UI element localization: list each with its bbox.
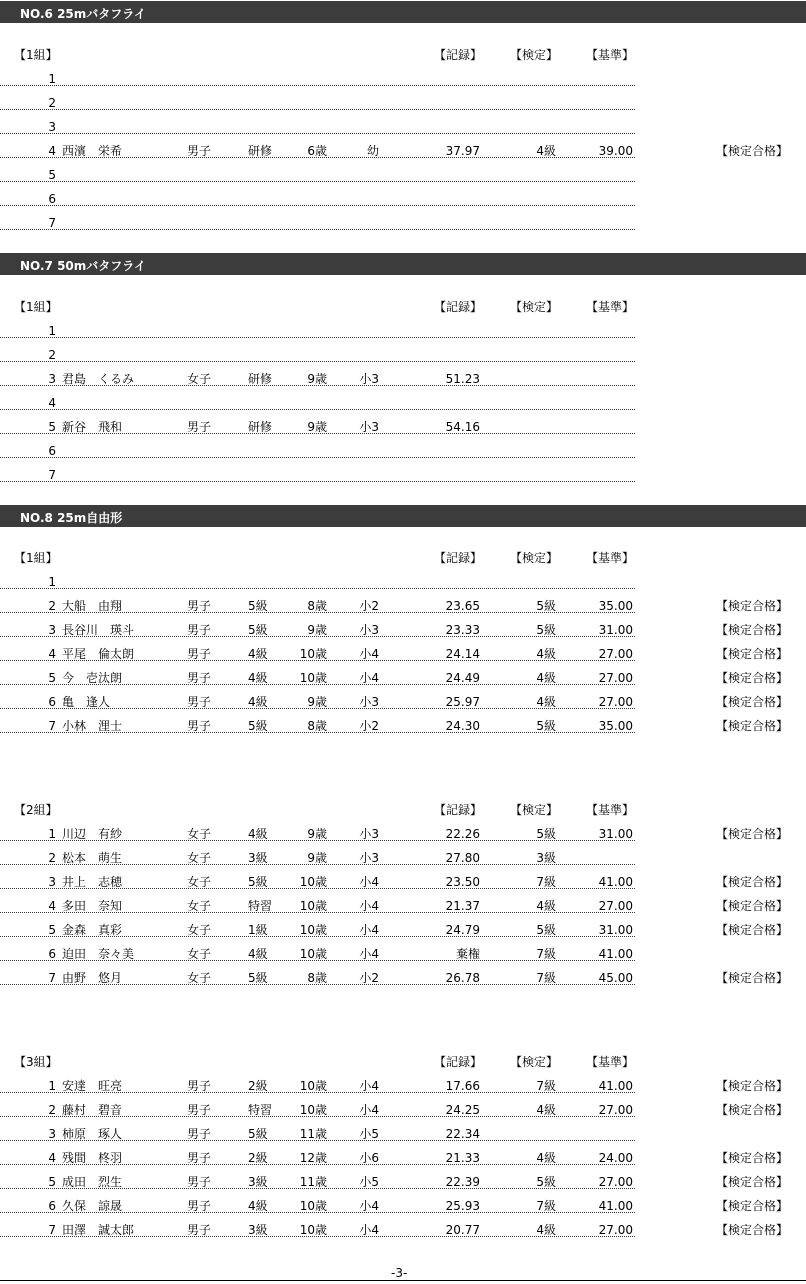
row-lane: 3 bbox=[48, 623, 56, 637]
row-lane: 2 bbox=[48, 599, 56, 613]
row-level: 5級 bbox=[248, 599, 268, 613]
row-record: 20.77 bbox=[445, 1223, 480, 1237]
row-result: 【検定合格】 bbox=[715, 599, 788, 613]
record-column-header: 【記録】 bbox=[433, 803, 482, 817]
row-grade: 小4 bbox=[359, 923, 379, 937]
row-level: 3級 bbox=[248, 1223, 268, 1237]
row-kentei: 5級 bbox=[536, 923, 556, 937]
row-result: 【検定合格】 bbox=[715, 1103, 788, 1117]
footer-rule bbox=[0, 1280, 806, 1281]
row-lane: 1 bbox=[48, 324, 56, 338]
row-divider bbox=[0, 588, 635, 589]
row-divider bbox=[0, 457, 635, 458]
event-header bbox=[0, 253, 806, 275]
row-name: 井上 志穂 bbox=[62, 875, 123, 889]
row-age: 10歳 bbox=[299, 923, 327, 937]
row-lane: 5 bbox=[48, 923, 56, 937]
row-divider bbox=[0, 1188, 635, 1189]
row-kentei: 7級 bbox=[536, 947, 556, 961]
row-level: 5級 bbox=[248, 623, 268, 637]
group-label: 【1組】 bbox=[14, 48, 58, 62]
row-record: 23.65 bbox=[445, 599, 480, 613]
row-grade: 小3 bbox=[359, 851, 379, 865]
row-divider bbox=[0, 1092, 635, 1093]
event-title: NO.6 25mバタフライ bbox=[20, 7, 146, 21]
row-record: 21.37 bbox=[445, 899, 480, 913]
kentei-column-header: 【検定】 bbox=[509, 1055, 558, 1069]
row-level: 4級 bbox=[248, 671, 268, 685]
row-age: 10歳 bbox=[299, 947, 327, 961]
row-kijun: 31.00 bbox=[598, 623, 633, 637]
row-grade: 小4 bbox=[359, 647, 379, 661]
row-lane: 3 bbox=[48, 120, 56, 134]
row-name: 由野 悠月 bbox=[62, 971, 123, 985]
row-divider bbox=[0, 109, 635, 110]
row-name: 西濱 栄希 bbox=[62, 144, 123, 158]
row-kentei: 7級 bbox=[536, 971, 556, 985]
row-age: 8歳 bbox=[307, 599, 327, 613]
row-kijun: 45.00 bbox=[598, 971, 633, 985]
row-gender: 男子 bbox=[187, 1175, 212, 1189]
row-grade: 小3 bbox=[359, 827, 379, 841]
row-divider bbox=[0, 361, 635, 362]
row-age: 12歳 bbox=[299, 1151, 327, 1165]
row-record: 23.50 bbox=[445, 875, 480, 889]
row-kentei: 4級 bbox=[536, 1151, 556, 1165]
row-level: 4級 bbox=[248, 947, 268, 961]
row-name: 藤村 碧音 bbox=[62, 1103, 123, 1117]
row-result: 【検定合格】 bbox=[715, 971, 788, 985]
row-gender: 男子 bbox=[187, 1127, 212, 1141]
row-level: 5級 bbox=[248, 971, 268, 985]
row-grade: 小4 bbox=[359, 1223, 379, 1237]
row-lane: 7 bbox=[48, 1223, 56, 1237]
row-grade: 小6 bbox=[359, 1151, 379, 1165]
row-age: 8歳 bbox=[307, 719, 327, 733]
row-name: 金森 真彩 bbox=[62, 923, 123, 937]
row-result: 【検定合格】 bbox=[715, 144, 788, 158]
row-age: 11歳 bbox=[299, 1175, 327, 1189]
row-kentei: 7級 bbox=[536, 1199, 556, 1213]
page-number: -3- bbox=[391, 1266, 408, 1280]
row-record: 22.26 bbox=[445, 827, 480, 841]
row-grade: 小2 bbox=[359, 971, 379, 985]
row-record: 棄権 bbox=[455, 947, 480, 961]
row-kentei: 4級 bbox=[536, 144, 556, 158]
row-kentei: 4級 bbox=[536, 899, 556, 913]
row-kentei: 4級 bbox=[536, 1223, 556, 1237]
row-lane: 2 bbox=[48, 851, 56, 865]
row-result: 【検定合格】 bbox=[715, 1199, 788, 1213]
event-header bbox=[0, 1, 806, 23]
row-divider bbox=[0, 636, 635, 637]
row-record: 27.80 bbox=[445, 851, 480, 865]
row-age: 10歳 bbox=[299, 1199, 327, 1213]
row-divider bbox=[0, 133, 635, 134]
row-lane: 7 bbox=[48, 216, 56, 230]
event-header bbox=[0, 505, 806, 527]
row-kentei: 5級 bbox=[536, 1175, 556, 1189]
row-grade: 小4 bbox=[359, 671, 379, 685]
kijun-column-header: 【基準】 bbox=[585, 803, 634, 817]
row-result: 【検定合格】 bbox=[715, 1079, 788, 1093]
row-lane: 1 bbox=[48, 72, 56, 86]
row-record: 21.33 bbox=[445, 1151, 480, 1165]
group-label: 【1組】 bbox=[14, 551, 58, 565]
row-gender: 女子 bbox=[187, 947, 212, 961]
row-lane: 6 bbox=[48, 695, 56, 709]
row-level: 5級 bbox=[248, 719, 268, 733]
row-divider bbox=[0, 1140, 635, 1141]
row-name: 迫田 奈々美 bbox=[62, 947, 135, 961]
row-divider bbox=[0, 984, 635, 985]
row-level: 研修 bbox=[248, 144, 273, 158]
row-divider bbox=[0, 433, 635, 434]
row-lane: 1 bbox=[48, 575, 56, 589]
row-kijun: 41.00 bbox=[598, 947, 633, 961]
row-record: 24.49 bbox=[445, 671, 480, 685]
row-level: 5級 bbox=[248, 875, 268, 889]
row-divider bbox=[0, 840, 635, 841]
kijun-column-header: 【基準】 bbox=[585, 551, 634, 565]
row-kijun: 27.00 bbox=[598, 1103, 633, 1117]
row-record: 25.97 bbox=[445, 695, 480, 709]
row-name: 亀 逢人 bbox=[62, 695, 111, 709]
row-kijun: 24.00 bbox=[598, 1151, 633, 1165]
row-record: 23.33 bbox=[445, 623, 480, 637]
row-grade: 小2 bbox=[359, 599, 379, 613]
row-record: 37.97 bbox=[445, 144, 480, 158]
row-lane: 5 bbox=[48, 420, 56, 434]
row-divider bbox=[0, 157, 635, 158]
row-kentei: 7級 bbox=[536, 1079, 556, 1093]
row-age: 10歳 bbox=[299, 899, 327, 913]
group-label: 【2組】 bbox=[14, 803, 58, 817]
kijun-column-header: 【基準】 bbox=[585, 300, 634, 314]
row-gender: 男子 bbox=[187, 599, 212, 613]
row-result: 【検定合格】 bbox=[715, 671, 788, 685]
row-kentei: 5級 bbox=[536, 623, 556, 637]
row-name: 多田 奈知 bbox=[62, 899, 123, 913]
row-result: 【検定合格】 bbox=[715, 719, 788, 733]
row-result: 【検定合格】 bbox=[715, 923, 788, 937]
row-kentei: 4級 bbox=[536, 647, 556, 661]
row-divider bbox=[0, 85, 635, 86]
row-record: 24.30 bbox=[445, 719, 480, 733]
row-record: 24.14 bbox=[445, 647, 480, 661]
kentei-column-header: 【検定】 bbox=[509, 300, 558, 314]
row-kentei: 4級 bbox=[536, 695, 556, 709]
row-kentei: 5級 bbox=[536, 827, 556, 841]
row-lane: 2 bbox=[48, 1103, 56, 1117]
row-lane: 5 bbox=[48, 671, 56, 685]
row-result: 【検定合格】 bbox=[715, 647, 788, 661]
row-record: 26.78 bbox=[445, 971, 480, 985]
row-kentei: 7級 bbox=[536, 875, 556, 889]
row-gender: 男子 bbox=[187, 144, 212, 158]
row-age: 9歳 bbox=[307, 851, 327, 865]
row-kentei: 4級 bbox=[536, 671, 556, 685]
row-name: 成田 烈生 bbox=[62, 1175, 123, 1189]
row-grade: 小3 bbox=[359, 372, 379, 386]
event-title: NO.8 25m自由形 bbox=[20, 511, 123, 525]
row-kijun: 39.00 bbox=[598, 144, 633, 158]
row-gender: 女子 bbox=[187, 923, 212, 937]
row-lane: 3 bbox=[48, 1127, 56, 1141]
row-result: 【検定合格】 bbox=[715, 695, 788, 709]
row-lane: 6 bbox=[48, 444, 56, 458]
row-result: 【検定合格】 bbox=[715, 1175, 788, 1189]
row-gender: 男子 bbox=[187, 420, 212, 434]
row-divider bbox=[0, 481, 635, 482]
row-kijun: 41.00 bbox=[598, 875, 633, 889]
row-name: 柿原 琢人 bbox=[62, 1127, 123, 1141]
row-kijun: 27.00 bbox=[598, 1175, 633, 1189]
row-gender: 女子 bbox=[187, 851, 212, 865]
row-divider bbox=[0, 229, 635, 230]
row-divider bbox=[0, 888, 635, 889]
row-lane: 4 bbox=[48, 899, 56, 913]
row-level: 特習 bbox=[248, 1103, 273, 1117]
row-name: 大船 由翔 bbox=[62, 599, 123, 613]
row-name: 残間 柊羽 bbox=[62, 1151, 123, 1165]
row-divider bbox=[0, 660, 635, 661]
group-label: 【1組】 bbox=[14, 300, 58, 314]
row-name: 平尾 倫太朗 bbox=[62, 647, 135, 661]
row-divider bbox=[0, 385, 635, 386]
row-result: 【検定合格】 bbox=[715, 827, 788, 841]
row-lane: 7 bbox=[48, 468, 56, 482]
row-divider bbox=[0, 960, 635, 961]
row-divider bbox=[0, 864, 635, 865]
row-lane: 2 bbox=[48, 348, 56, 362]
row-level: 研修 bbox=[248, 372, 273, 386]
record-column-header: 【記録】 bbox=[433, 1055, 482, 1069]
row-level: 特習 bbox=[248, 899, 273, 913]
row-record: 22.39 bbox=[445, 1175, 480, 1189]
row-level: 4級 bbox=[248, 695, 268, 709]
row-age: 10歳 bbox=[299, 875, 327, 889]
row-level: 4級 bbox=[248, 647, 268, 661]
row-gender: 女子 bbox=[187, 971, 212, 985]
row-age: 9歳 bbox=[307, 372, 327, 386]
row-age: 10歳 bbox=[299, 1103, 327, 1117]
row-result: 【検定合格】 bbox=[715, 1223, 788, 1237]
row-gender: 男子 bbox=[187, 1223, 212, 1237]
row-kijun: 41.00 bbox=[598, 1079, 633, 1093]
row-name: 小林 浬士 bbox=[62, 719, 123, 733]
group-label: 【3組】 bbox=[14, 1055, 58, 1069]
row-record: 51.23 bbox=[445, 372, 480, 386]
row-divider bbox=[0, 684, 635, 685]
row-gender: 女子 bbox=[187, 899, 212, 913]
row-level: 2級 bbox=[248, 1151, 268, 1165]
row-grade: 小5 bbox=[359, 1127, 379, 1141]
row-age: 10歳 bbox=[299, 1223, 327, 1237]
row-lane: 7 bbox=[48, 971, 56, 985]
kijun-column-header: 【基準】 bbox=[585, 48, 634, 62]
row-lane: 5 bbox=[48, 168, 56, 182]
row-level: 1級 bbox=[248, 923, 268, 937]
kentei-column-header: 【検定】 bbox=[509, 48, 558, 62]
row-divider bbox=[0, 732, 635, 733]
row-age: 10歳 bbox=[299, 671, 327, 685]
row-kijun: 35.00 bbox=[598, 719, 633, 733]
row-lane: 1 bbox=[48, 827, 56, 841]
row-level: 研修 bbox=[248, 420, 273, 434]
row-record: 24.79 bbox=[445, 923, 480, 937]
row-lane: 3 bbox=[48, 875, 56, 889]
row-age: 11歳 bbox=[299, 1127, 327, 1141]
row-age: 8歳 bbox=[307, 971, 327, 985]
row-gender: 女子 bbox=[187, 875, 212, 889]
row-divider bbox=[0, 205, 635, 206]
row-grade: 小3 bbox=[359, 420, 379, 434]
row-grade: 小3 bbox=[359, 623, 379, 637]
row-lane: 6 bbox=[48, 1199, 56, 1213]
row-gender: 男子 bbox=[187, 695, 212, 709]
kentei-column-header: 【検定】 bbox=[509, 551, 558, 565]
row-lane: 4 bbox=[48, 1151, 56, 1165]
row-gender: 女子 bbox=[187, 372, 212, 386]
row-age: 10歳 bbox=[299, 647, 327, 661]
row-kijun: 27.00 bbox=[598, 647, 633, 661]
row-kijun: 27.00 bbox=[598, 671, 633, 685]
row-name: 安達 旺亮 bbox=[62, 1079, 123, 1093]
row-divider bbox=[0, 409, 635, 410]
row-level: 4級 bbox=[248, 827, 268, 841]
row-divider bbox=[0, 708, 635, 709]
row-name: 松本 萌生 bbox=[62, 851, 123, 865]
row-name: 今 壱汰朗 bbox=[62, 671, 123, 685]
row-grade: 小4 bbox=[359, 1199, 379, 1213]
row-kijun: 35.00 bbox=[598, 599, 633, 613]
row-divider bbox=[0, 1116, 635, 1117]
row-age: 9歳 bbox=[307, 695, 327, 709]
row-gender: 男子 bbox=[187, 719, 212, 733]
event-title: NO.7 50mバタフライ bbox=[20, 259, 146, 273]
row-record: 17.66 bbox=[445, 1079, 480, 1093]
kijun-column-header: 【基準】 bbox=[585, 1055, 634, 1069]
row-lane: 4 bbox=[48, 396, 56, 410]
row-lane: 4 bbox=[48, 144, 56, 158]
row-age: 9歳 bbox=[307, 623, 327, 637]
row-divider bbox=[0, 1212, 635, 1213]
row-grade: 小5 bbox=[359, 1175, 379, 1189]
row-grade: 小2 bbox=[359, 719, 379, 733]
row-grade: 小4 bbox=[359, 899, 379, 913]
row-grade: 小4 bbox=[359, 1103, 379, 1117]
row-record: 24.25 bbox=[445, 1103, 480, 1117]
row-gender: 男子 bbox=[187, 1151, 212, 1165]
row-name: 田澤 誠太郎 bbox=[62, 1223, 135, 1237]
row-divider bbox=[0, 337, 635, 338]
row-name: 長谷川 瑛斗 bbox=[62, 623, 135, 637]
row-grade: 小3 bbox=[359, 695, 379, 709]
row-grade: 幼 bbox=[366, 144, 379, 158]
row-level: 3級 bbox=[248, 851, 268, 865]
row-name: 新谷 飛和 bbox=[62, 420, 123, 434]
row-level: 2級 bbox=[248, 1079, 268, 1093]
row-gender: 男子 bbox=[187, 1103, 212, 1117]
row-age: 9歳 bbox=[307, 827, 327, 841]
row-lane: 5 bbox=[48, 1175, 56, 1189]
row-gender: 男子 bbox=[187, 1079, 212, 1093]
row-divider bbox=[0, 612, 635, 613]
row-gender: 男子 bbox=[187, 623, 212, 637]
row-name: 君島 くるみ bbox=[62, 372, 135, 386]
row-gender: 男子 bbox=[187, 647, 212, 661]
row-gender: 男子 bbox=[187, 671, 212, 685]
row-kijun: 31.00 bbox=[598, 827, 633, 841]
row-kijun: 27.00 bbox=[598, 899, 633, 913]
row-level: 5級 bbox=[248, 1127, 268, 1141]
row-divider bbox=[0, 1236, 635, 1237]
record-column-header: 【記録】 bbox=[433, 551, 482, 565]
row-kentei: 5級 bbox=[536, 719, 556, 733]
row-divider bbox=[0, 181, 635, 182]
row-gender: 男子 bbox=[187, 1199, 212, 1213]
row-grade: 小4 bbox=[359, 875, 379, 889]
row-record: 25.93 bbox=[445, 1199, 480, 1213]
row-lane: 6 bbox=[48, 192, 56, 206]
row-record: 22.34 bbox=[445, 1127, 480, 1141]
row-lane: 4 bbox=[48, 647, 56, 661]
kentei-column-header: 【検定】 bbox=[509, 803, 558, 817]
row-level: 4級 bbox=[248, 1199, 268, 1213]
row-divider bbox=[0, 912, 635, 913]
row-name: 久保 諒晟 bbox=[62, 1199, 123, 1213]
row-result: 【検定合格】 bbox=[715, 875, 788, 889]
row-lane: 6 bbox=[48, 947, 56, 961]
row-result: 【検定合格】 bbox=[715, 1151, 788, 1165]
row-divider bbox=[0, 936, 635, 937]
row-age: 6歳 bbox=[307, 144, 327, 158]
row-result: 【検定合格】 bbox=[715, 623, 788, 637]
row-record: 54.16 bbox=[445, 420, 480, 434]
record-column-header: 【記録】 bbox=[433, 300, 482, 314]
row-lane: 3 bbox=[48, 372, 56, 386]
row-age: 10歳 bbox=[299, 1079, 327, 1093]
row-kijun: 31.00 bbox=[598, 923, 633, 937]
row-kentei: 3級 bbox=[536, 851, 556, 865]
row-kentei: 5級 bbox=[536, 599, 556, 613]
row-divider bbox=[0, 1164, 635, 1165]
row-name: 川辺 有紗 bbox=[62, 827, 123, 841]
row-lane: 1 bbox=[48, 1079, 56, 1093]
record-column-header: 【記録】 bbox=[433, 48, 482, 62]
row-kentei: 4級 bbox=[536, 1103, 556, 1117]
row-lane: 7 bbox=[48, 719, 56, 733]
row-kijun: 27.00 bbox=[598, 1223, 633, 1237]
row-kijun: 41.00 bbox=[598, 1199, 633, 1213]
row-lane: 2 bbox=[48, 96, 56, 110]
row-age: 9歳 bbox=[307, 420, 327, 434]
row-grade: 小4 bbox=[359, 947, 379, 961]
row-gender: 女子 bbox=[187, 827, 212, 841]
row-result: 【検定合格】 bbox=[715, 899, 788, 913]
row-level: 3級 bbox=[248, 1175, 268, 1189]
row-grade: 小4 bbox=[359, 1079, 379, 1093]
row-kijun: 27.00 bbox=[598, 695, 633, 709]
